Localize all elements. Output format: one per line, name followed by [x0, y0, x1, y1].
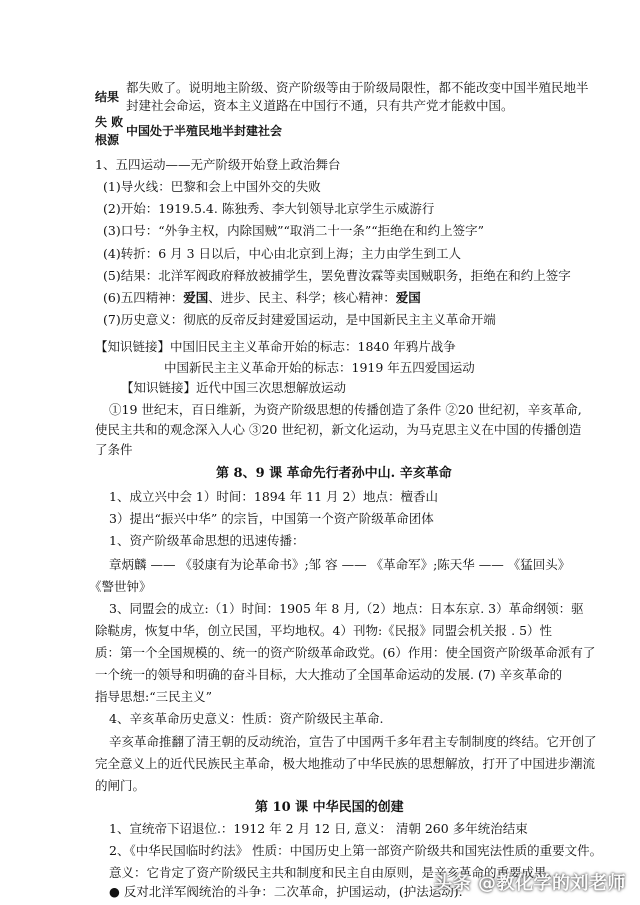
result-text-line-2: 封建社会命运，资本主义道路在中国行不通，只有共产党才能救中国。	[126, 98, 514, 113]
lesson-10-line: 意义：它肯定了资产阶级民主共和制度和民主自由原则，是辛亥革命的重要成果。	[109, 865, 560, 880]
knowledge-link-4: ①19 世纪末，百日维新，为资产阶级思想的传播创造了条件 ②20 世纪初，辛亥革命,	[109, 402, 582, 417]
lesson-10-title: 第 10 课 中华民国的创建	[255, 800, 404, 815]
may4-item: (4)转折：6 月 3 日以后，中心由北京到上海；主力由学生到工人	[103, 246, 462, 261]
lesson-10-line: ● 反对北洋军阀统治的斗争：二次革命，护国运动，(护法运动).	[109, 884, 463, 899]
may4-spirit-label: (6)五四精神：	[103, 290, 184, 305]
spirit-bold-1: 爱国	[183, 290, 209, 305]
may4-item: (1)导火线：巴黎和会上中国外交的失败	[103, 179, 321, 194]
may4-spirit	[103, 289, 421, 307]
may4-item: (3)口号：“外争主权，内除国贼”“取消二十一条”“拒绝在和约上签字”	[103, 223, 485, 238]
lesson-10-line: 1、宣统帝下诏退位.：1912 年 2 月 12 日, 意义： 清朝 260 多年统治结束	[109, 821, 528, 836]
lesson-8-9-line: 1、成立兴中会 1）时间：1894 年 11 月 2）地点：檀香山	[109, 489, 438, 504]
knowledge-link-5: 使民主共和的观念深入人心 ③20 世纪初，新文化运动，为马克思主义在中国的传播创造	[95, 422, 582, 437]
lesson-8-9-line: 4、辛亥革命历史意义：性质：资产阶级民主革命.	[109, 711, 384, 726]
lesson-8-9-line: 3）提出“振兴中华” 的宗旨，中国第一个资产阶级革命团体	[109, 511, 434, 526]
lesson-8-9-line: 的闸门。	[95, 778, 146, 793]
knowledge-link-1: 【知识链接】中国旧民主主义革命开始的标志：1840 年鸦片战争	[95, 339, 456, 354]
lesson-8-9-line: 《警世钟》	[89, 579, 152, 594]
lesson-8-9-line: 1、资产阶级革命思想的迅速传播：	[109, 533, 305, 548]
lesson-8-9-line: 指导思想:“三民主义”	[95, 689, 212, 704]
watermark: 头条 @教化学的刘老师	[434, 873, 626, 894]
knowledge-link-6: 了条件	[95, 442, 133, 457]
lesson-10-line: 2、《中华民国临时约法》 性质：中国历史上第一部资产阶级共和国宪法性质的重要文件。	[109, 843, 603, 858]
knowledge-link-3: 【知识链接】近代中国三次思想解放运动	[121, 380, 347, 395]
lesson-8-9-line: 章炳麟 —— 《驳康有为论革命书》;邹 容 —— 《革命军》;陈天华 —— 《猛回头》	[109, 557, 571, 572]
result-label: 结果	[95, 90, 120, 104]
root-label-1: 失 败	[95, 115, 124, 129]
lesson-8-9-line: 除鞑虏，恢复中华，创立民国，平均地权。4）刊物:《民报》同盟会机关报 . 5）性	[95, 623, 553, 638]
root-text: 中国处于半殖民地半封建社会	[126, 124, 283, 138]
lesson-8-9-line: 辛亥革命推翻了清王朝的反动统治，宣告了中国两千多年君主专制制度的终结。它开创了	[109, 734, 597, 749]
root-label-2: 根源	[95, 133, 120, 147]
lesson-8-9-line: 完全意义上的近代民族民主革命，极大地推动了中华民族的思想解放，打开了中国进步潮流	[95, 756, 596, 771]
result-text-line-1: 都失败了。说明地主阶级、资产阶级等由于阶级局限性，都不能改变中国半殖民地半	[126, 80, 589, 95]
spirit-mid: 、进步、民主、科学；核心精神：	[208, 290, 396, 305]
lesson-8-9-title: 第 8、9 课 革命先行者孙中山. 辛亥革命	[216, 466, 452, 481]
may4-item: (2)开始：1919.5.4. 陈独秀、李大钊领导北京学生示威游行	[103, 201, 435, 216]
lesson-8-9-line: 3、同盟会的成立:（1）时间：1905 年 8 月,（2）地点：日本东京. 3）革命纲领：驱	[109, 601, 584, 616]
may4-item: (7)历史意义：彻底的反帝反封建爱国运动，是中国新民主主义革命开端	[103, 312, 496, 327]
spirit-bold-2: 爱国	[395, 290, 421, 305]
may4-heading: 1、五四运动——无产阶级开始登上政治舞台	[95, 157, 341, 172]
lesson-8-9-line: 质：第一个全国规模的、统一的资产阶级革命政党。(6）作用：使全国资产阶级革命派有了	[95, 645, 596, 660]
may4-item: (5)结果：北洋军阀政府释放被捕学生，罢免曹汝霖等卖国贼职务，拒绝在和约上签字	[103, 268, 571, 283]
knowledge-link-2: 中国新民主主义革命开始的标志：1919 年五四爱国运动	[164, 360, 475, 375]
lesson-8-9-line: 一个统一的领导和明确的奋斗目标，大大推动了全国革命运动的发展. (7) 辛亥革命的	[95, 667, 563, 682]
